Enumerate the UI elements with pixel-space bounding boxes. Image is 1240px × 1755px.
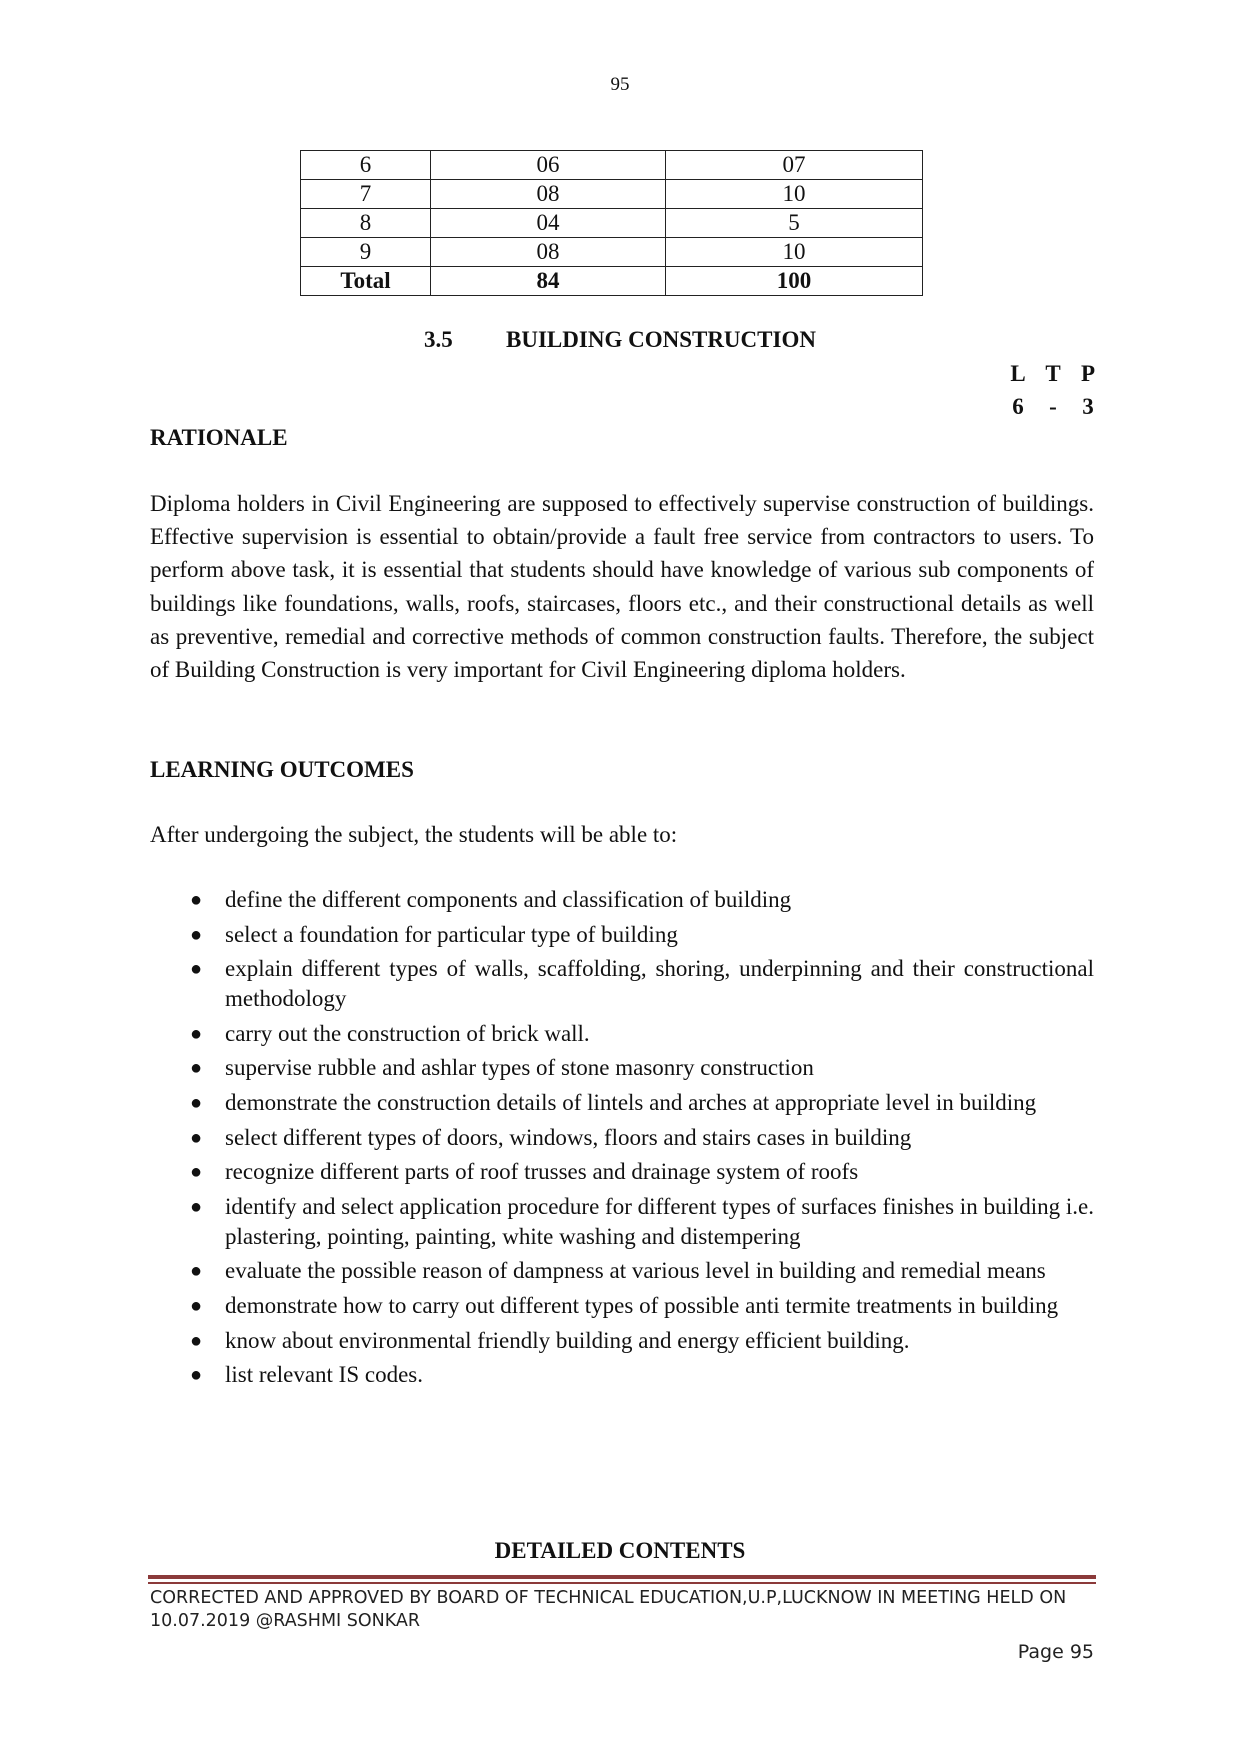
learning-outcomes-heading: LEARNING OUTCOMES: [150, 757, 414, 782]
list-item: [150, 1291, 1094, 1321]
list-item: [150, 1192, 1094, 1252]
list-item-text: select different types of doors, windows, floors and stairs cases in building: [225, 1124, 912, 1150]
table-cell: 08: [431, 180, 666, 209]
table-cell: 07: [666, 151, 923, 180]
list-item: [150, 1123, 1094, 1153]
section-number: 3.5: [424, 327, 453, 352]
list-item-text: know about environmental friendly building and energy efficient building.: [225, 1327, 910, 1353]
table-cell: 5: [666, 209, 923, 238]
table-cell: 10: [666, 238, 923, 267]
table-cell: 8: [301, 209, 431, 238]
list-item-text: evaluate the possible reason of dampness at various level in building and remedial means: [225, 1258, 1046, 1284]
ltp-headers: [1003, 357, 1103, 390]
ltp-header-t: T: [1045, 361, 1061, 386]
list-item: [150, 1053, 1094, 1083]
list-item-text: list relevant IS codes.: [225, 1362, 424, 1388]
bullet-icon: ●: [190, 1329, 203, 1352]
table-row: [301, 180, 923, 209]
list-item-text: define the different components and classification of building: [225, 887, 792, 912]
learning-outcomes-intro: After undergoing the subject, the students will be able to:: [150, 822, 678, 847]
table-cell: 9: [301, 238, 431, 267]
list-item: [150, 885, 1094, 915]
list-item: [150, 1088, 1094, 1118]
list-item-text: explain different types of walls, scaffolding, shoring, underpinning and their constructional methodology: [225, 956, 1094, 1012]
rationale-paragraph: Diploma holders in Civil Engineering are supposed to effectively supervise construction of buildings. Effective supervision is essential to obtain/provide a fault free service from contractors to users. To perform above task, it is essential that students should have knowledge of various sub components of buildings like foundations, walls, roofs, staircases, floors etc., and their constructional details as well as preventive, remedial and corrective methods of common construction faults. Therefore, the subject of Building Construction is very important for Civil Engineering diploma holders.: [150, 491, 1094, 683]
ltp-header-l: L: [1010, 361, 1026, 386]
table-cell: 08: [431, 238, 666, 267]
list-item: [150, 954, 1094, 1014]
bullet-icon: ●: [190, 958, 203, 981]
table-row: [301, 238, 923, 267]
list-item: [150, 1326, 1094, 1356]
table-cell: 04: [431, 209, 666, 238]
bullet-icon: ●: [190, 1057, 203, 1080]
bullet-icon: ●: [190, 923, 203, 946]
list-item-text: demonstrate the construction details of lintels and arches at appropriate level in building: [225, 1089, 1037, 1115]
bullet-icon: ●: [190, 1294, 203, 1317]
learning-outcomes-list: [150, 885, 1094, 1395]
footer-divider-thin: [148, 1582, 1096, 1584]
footer-approval-note: CORRECTED AND APPROVED BY BOARD OF TECHNICAL EDUCATION,U.P,LUCKNOW IN MEETING HELD ON 10.07.2019 @RASHMI SONKAR: [150, 1588, 1067, 1631]
bullet-icon: ●: [190, 1260, 203, 1283]
list-item: [150, 1360, 1094, 1390]
page-number-top: 95: [610, 74, 630, 95]
table-cell: 7: [301, 180, 431, 209]
list-item: [150, 920, 1094, 950]
bullet-icon: ●: [190, 1126, 203, 1149]
list-item: [150, 1019, 1094, 1049]
detailed-contents-heading: DETAILED CONTENTS: [494, 1538, 746, 1563]
ltp-values: [1003, 390, 1103, 423]
list-item-text: supervise rubble and ashlar types of stone masonry construction: [225, 1055, 814, 1081]
list-item-text: demonstrate how to carry out different types of possible anti termite treatments in building: [225, 1292, 1059, 1318]
ltp-box: [1003, 357, 1103, 423]
bullet-icon: ●: [190, 1195, 203, 1218]
section-title: BUILDING CONSTRUCTION: [506, 327, 816, 352]
table-cell: 100: [666, 267, 923, 296]
ltp-value-l: 6: [1012, 394, 1024, 419]
table-cell: 06: [431, 151, 666, 180]
list-item: [150, 1256, 1094, 1286]
table-cell: Total: [301, 267, 431, 296]
ltp-value-t: -: [1049, 394, 1057, 419]
bullet-icon: ●: [190, 1364, 203, 1387]
table-cell: 10: [666, 180, 923, 209]
list-item-text: select a foundation for particular type of building: [225, 921, 678, 947]
list-item: [150, 1157, 1094, 1187]
footer-page-label: Page 95: [1017, 1641, 1094, 1663]
bullet-icon: ●: [190, 1091, 203, 1114]
bullet-icon: ●: [190, 889, 203, 911]
table-row: [301, 151, 923, 180]
bullet-icon: ●: [190, 1161, 203, 1184]
section-heading: [0, 327, 1240, 353]
table-row: [301, 209, 923, 238]
ltp-value-p: 3: [1082, 394, 1094, 419]
list-item-text: recognize different parts of roof trusses and drainage system of roofs: [225, 1159, 859, 1185]
list-item-text: identify and select application procedure for different types of surfaces finishes in building i.e. plastering, pointing, painting, white washing and distempering: [225, 1193, 1094, 1249]
marks-table: [300, 150, 923, 296]
table-cell: 84: [431, 267, 666, 296]
rationale-heading: RATIONALE: [150, 425, 288, 450]
list-item-text: carry out the construction of brick wall.: [225, 1020, 590, 1046]
bullet-icon: ●: [190, 1022, 203, 1045]
table-total-row: [301, 267, 923, 296]
footer-divider: [148, 1575, 1096, 1579]
table-cell: 6: [301, 151, 431, 180]
ltp-header-p: P: [1080, 361, 1096, 386]
